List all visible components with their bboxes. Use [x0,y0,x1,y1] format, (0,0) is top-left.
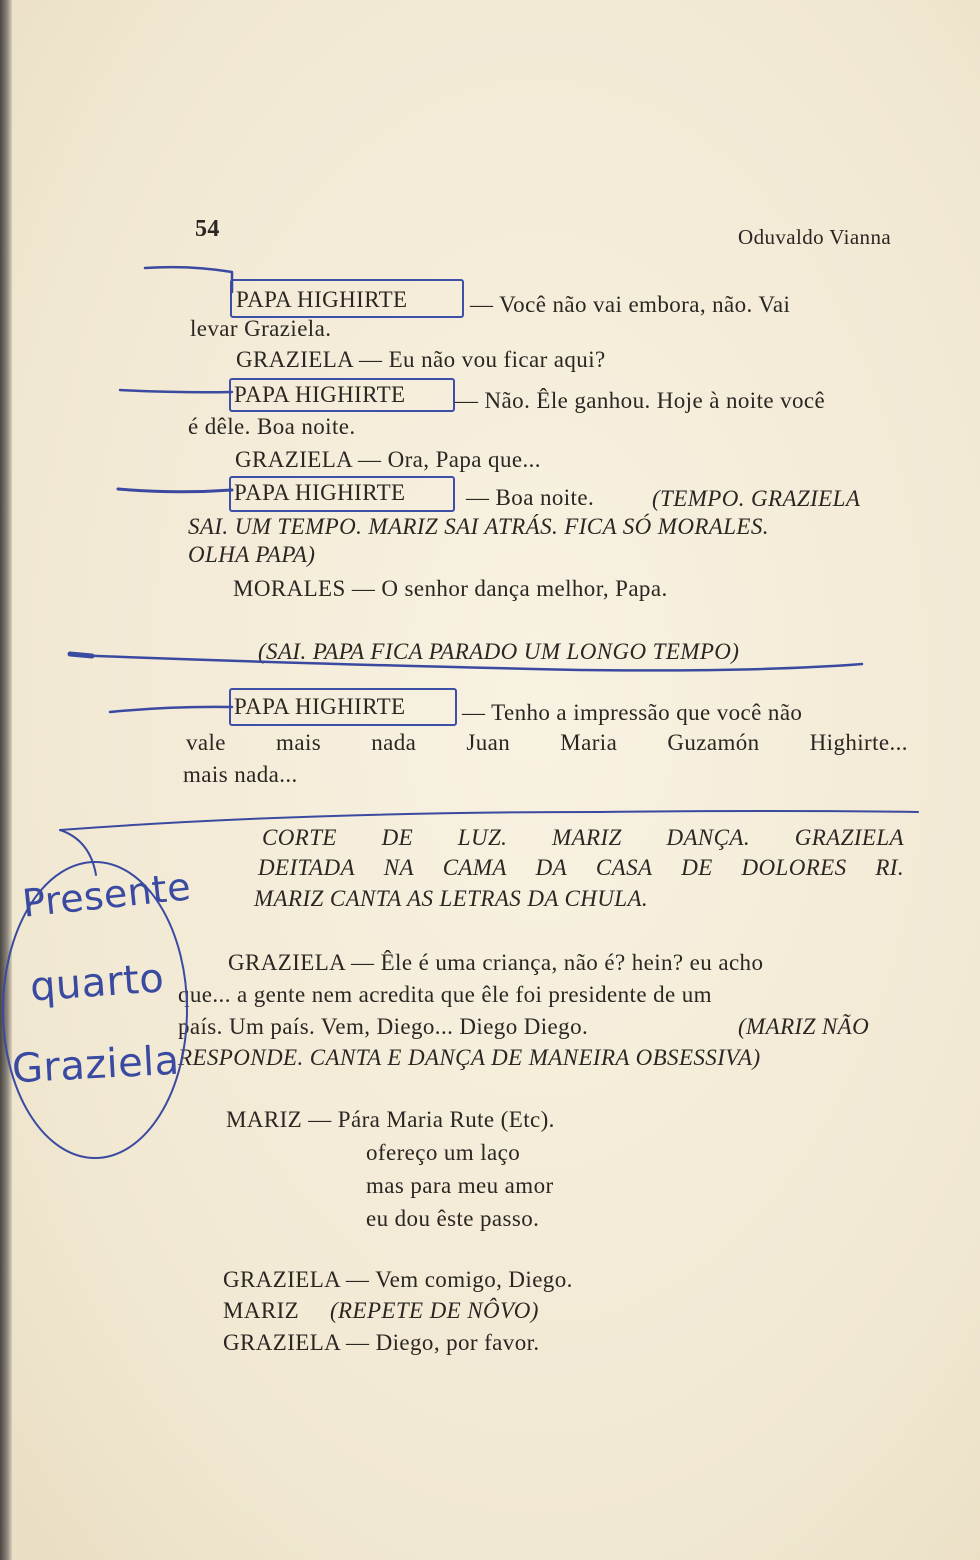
ink-underline [72,655,862,670]
stage-direction: (REPETE DE NÔVO) [330,1298,539,1323]
dialogue-line: GRAZIELA — Vem comigo, Diego. [223,1267,573,1292]
stage-direction: OLHA PAPA) [188,542,316,567]
running-header-author: Oduvaldo Vianna [738,225,892,249]
dialogue-line: — Não. Êle ganhou. Hoje à noite você [455,388,826,413]
stage-direction: (TEMPO. GRAZIELA [652,486,861,511]
dialogue-line: GRAZIELA — Eu não vou ficar aqui? [236,347,606,372]
song-line: mas para meu amor [366,1173,554,1198]
speaker-papa-highirte: PAPA HIGHIRTE [236,287,408,312]
stage-direction: RESPONDE. CANTA E DANÇA DE MANEIRA OBSESSIVA) [178,1045,761,1070]
dialogue-line: GRAZIELA — Êle é uma criança, não é? hein? eu acho [228,950,764,975]
stage-direction: (MARIZ NÃO [738,1014,870,1039]
handwritten-note: Graziela [10,1037,181,1093]
page-number: 54 [195,216,220,242]
dialogue-line: que... a gente nem acredita que êle foi presidente de um [178,982,712,1007]
stage-direction: SAI. UM TEMPO. MARIZ SAI ATRÁS. FICA SÓ MORALES. [188,514,769,539]
stage-direction: CORTE DE LUZ. MARIZ DANÇA. GRAZIELA [262,825,904,850]
dialogue-line: mais nada... [183,762,298,787]
ink-pointer-line [120,390,232,392]
ink-pointer-line [145,267,232,292]
stage-direction: MARIZ CANTA AS LETRAS DA CHULA. [254,886,649,911]
stage-direction: (SAI. PAPA FICA PARADO UM LONGO TEMPO) [258,639,740,664]
handwritten-note: quarto [28,955,166,1011]
dialogue-line: MARIZ — Pára Maria Rute (Etc). [226,1107,555,1132]
song-line: ofereço um laço [366,1140,521,1165]
dialogue-line-justified: vale mais nada Juan Maria Guzamón Highirte... [186,730,908,755]
ink-pointer-line [110,707,232,712]
dialogue-line: MORALES — O senhor dança melhor, Papa. [233,576,668,601]
speaker-papa-highirte: PAPA HIGHIRTE [234,382,406,407]
ink-pointer-line [60,830,96,875]
ink-pointer-line [70,654,92,656]
song-line: eu dou êste passo. [366,1206,540,1231]
dialogue-line: é dêle. Boa noite. [188,414,356,439]
ink-pointer-line [118,489,232,492]
dialogue-line: levar Graziela. [190,316,332,341]
speaker-papa-highirte: PAPA HIGHIRTE [234,694,406,719]
dialogue-line: país. Um país. Vem, Diego... Diego Diego. [178,1014,589,1039]
speaker-mariz: MARIZ [223,1298,300,1323]
dialogue-line: — Você não vai embora, não. Vai [470,292,791,317]
dialogue-line: — Boa noite. [466,485,595,510]
ink-divider-line [60,811,918,830]
stage-direction: DEITADA NA CAMA DA CASA DE DOLORES RI. [258,855,904,880]
dialogue-line: — Tenho a impressão que você não [462,700,803,725]
handwritten-note: Presente [20,864,193,926]
dialogue-line: GRAZIELA — Diego, por favor. [223,1330,540,1355]
dialogue-line: GRAZIELA — Ora, Papa que... [235,447,541,472]
speaker-papa-highirte: PAPA HIGHIRTE [234,480,406,505]
